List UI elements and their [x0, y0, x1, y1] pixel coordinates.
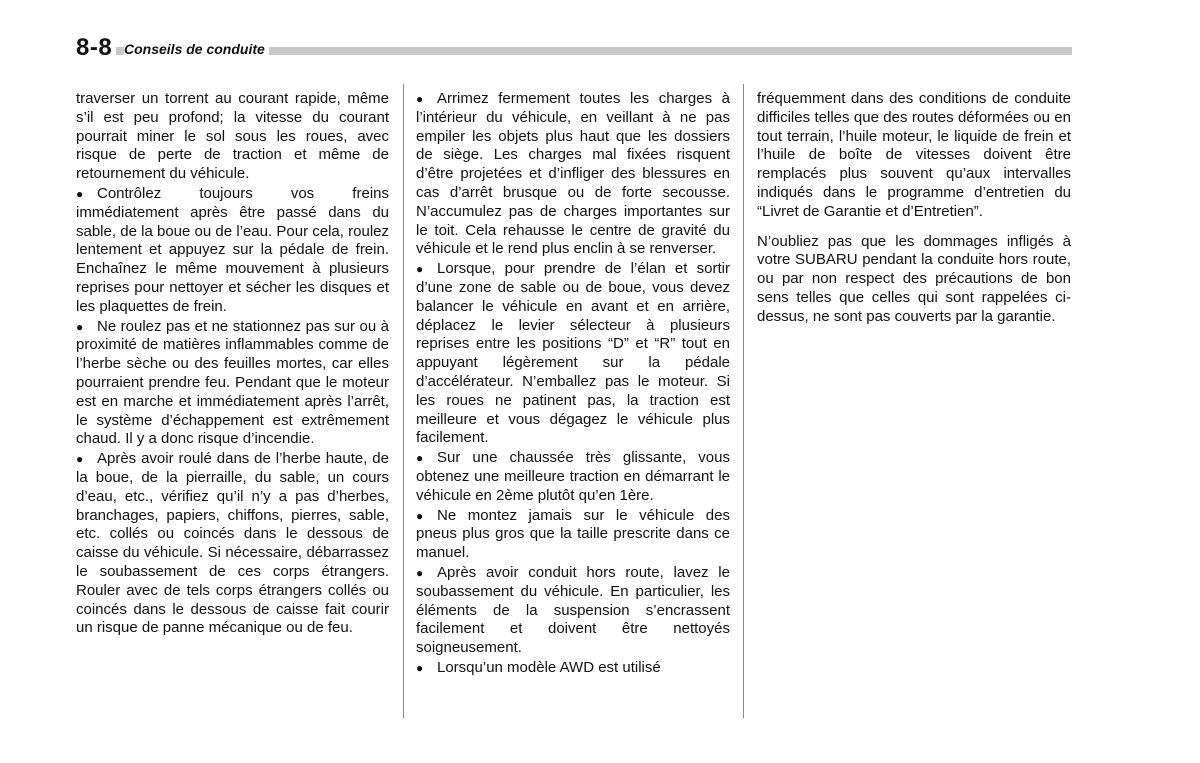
bullet-icon: ● — [416, 92, 424, 106]
page-header — [76, 34, 1072, 62]
paragraph-text: fréquemment dans des conditions de conduite difficiles telles que des routes déformées ou en tout terrain, l’huile moteur, le liquide de frein et l’huile de boîte de vitesses doivent être remplacés plus souvent qu’aux intervalles indiqués dans le programme d’entretien du “Livret de Garantie et d’Entretien”. — [757, 90, 1071, 220]
bullet-paragraph — [76, 318, 389, 450]
paragraph — [757, 233, 1071, 327]
bullet-icon: ● — [416, 451, 424, 466]
text-column-3 — [757, 90, 1071, 327]
bullet-icon: ● — [416, 660, 424, 675]
page-number: 8-8 — [76, 34, 113, 61]
paragraph-text: Ne roulez pas et ne stationnez pas sur ou à proximité de matières inflammables comme de l’herbe sèche ou des feuilles mortes, car elles pourraient prendre feu. Pendant que le moteur est en marche et immédiatement après l’arrêt, le système d’échappement est extrêmement chaud. Il y a donc risque d’incendie. — [76, 317, 389, 448]
paragraph-text: Contrôlez toujours vos freins immédiatement après être passé dans du sable, de la boue ou de l’eau. Pour cela, roulez lentement et appuyez sur la pédale de frein. Enchaînez le même mouvement à plusieurs reprises pour nettoyer et sécher les disques et les plaquettes de frein. — [76, 184, 389, 315]
bullet-paragraph — [416, 90, 730, 259]
paragraph-text: Ne montez jamais sur le véhicule des pneus plus gros que la taille prescrite dans ce manuel. — [416, 506, 730, 562]
paragraph-text: Après avoir conduit hors route, lavez le soubassement du véhicule. En particulier, les éléments de la suspension s’encrassent facilement et doivent être nettoyés soigneusement. — [416, 563, 730, 657]
bullet-icon: ● — [416, 508, 424, 523]
column-divider — [403, 84, 404, 718]
paragraph-text: Après avoir roulé dans de l’herbe haute, de la boue, de la pierraille, du sable, un cours d’eau, etc., vérifiez qu’il n’y a pas d’herbes, branchages, papiers, chiffons, pierres, sable, etc. collés ou coincés dans le dessous de caisse du véhicule. Si nécessaire, débarrassez le soubassement de ces corps étrangers. Rouler avec de tels corps étrangers collés ou coincés dans le dessous de caisse fait courir un risque de panne mécanique ou de feu. — [76, 450, 389, 637]
bullet-paragraph — [416, 564, 730, 658]
bullet-paragraph — [416, 449, 730, 505]
bullet-icon: ● — [76, 452, 84, 467]
bullet-icon: ● — [76, 186, 84, 201]
text-column-2 — [416, 90, 730, 678]
bullet-paragraph — [416, 659, 730, 678]
paragraph-text: traverser un torrent au courant rapide, même s’il est peu profond; la vitesse du courant pourrait miner le sol sous les roues, avec risque de perte de traction et même de retournement du véhicule. — [76, 90, 389, 183]
paragraph-text: N’oubliez pas que les dommages infligés à votre SUBARU pendant la conduite hors route, ou par non respect des précautions de bon sens telles que celles qui sont rappelées ci-dessus, ne sont pas couverts par la garantie. — [757, 232, 1071, 325]
paragraph-text: Lorsque, pour prendre de l’élan et sortir d’une zone de sable ou de boue, vous devez balancer le véhicule en avant et en arrière, déplacez le levier sélecteur à plusieurs reprises entre les positions “D” et “R” tout en appuyant légèrement sur la pédale d’accélérateur. N’emballez pas le moteur. Si les roues ne patinent pas, la traction est meilleure et vous dégagez le véhicule plus facilement. — [416, 260, 730, 447]
bullet-paragraph — [416, 507, 730, 563]
section-title: Conseils de conduite — [124, 40, 269, 58]
paragraph — [757, 90, 1071, 222]
paragraph-text: Sur une chaussée très glissante, vous obtenez une meilleure traction en démarrant le véhicule en 2ème plutôt qu’en 1ère. — [416, 449, 730, 504]
column-divider — [743, 84, 744, 718]
bullet-icon: ● — [416, 565, 424, 580]
bullet-icon: ● — [76, 319, 84, 334]
paragraph-text: Lorsqu’un modèle AWD est utilisé — [437, 658, 661, 676]
bullet-paragraph — [416, 260, 730, 448]
bullet-icon: ● — [416, 262, 424, 277]
paragraph-text: Arrimez fermement toutes les charges à l’intérieur du véhicule, en veillant à ne pas empiler les objets plus haut que les dossiers de siège. Les charges mal fixées risquent d’être projetées et d’infliger des blessures en cas d’arrêt brusque ou de forte secousse. N’accumulez pas de charges importantes sur le toit. Cela rehausse le centre de gravité du véhicule et le rend plus enclin à se renverser. — [416, 90, 730, 258]
text-column-1 — [76, 90, 389, 638]
bullet-paragraph — [76, 450, 389, 638]
paragraph — [76, 90, 389, 184]
bullet-paragraph — [76, 185, 389, 317]
